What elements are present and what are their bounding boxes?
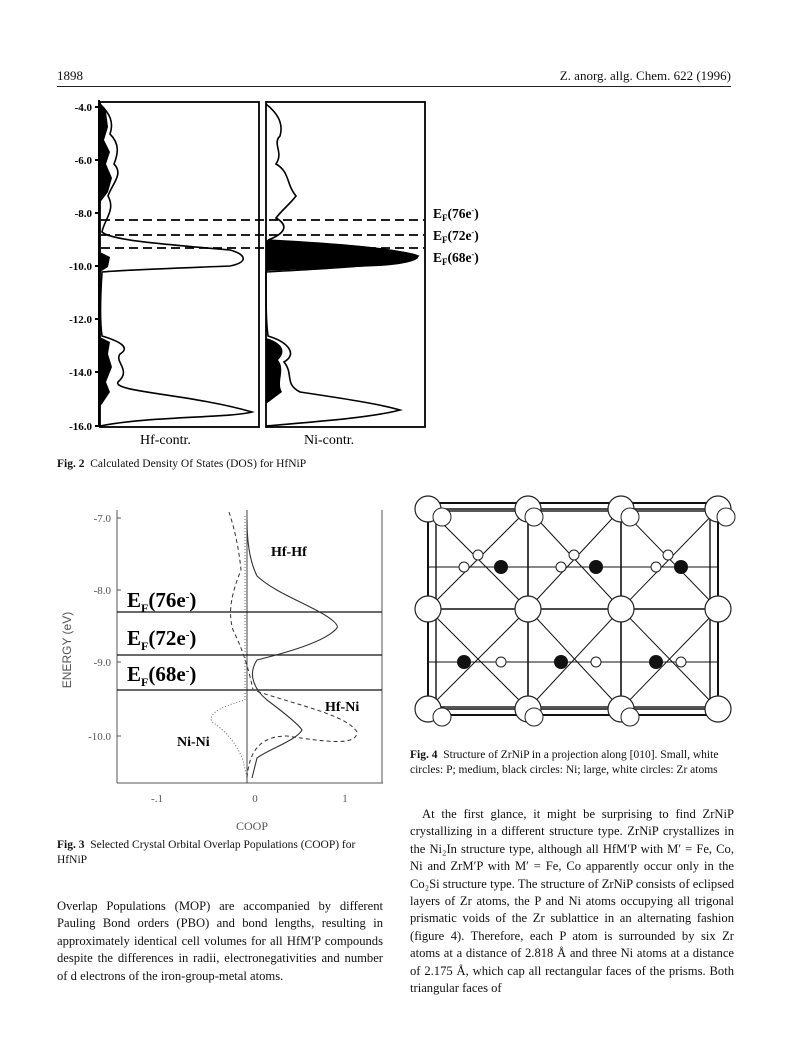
zr-atom — [621, 708, 639, 726]
fig3-xtick: -.1 — [151, 793, 163, 805]
zr-atom — [433, 708, 451, 726]
zr-atom — [705, 596, 731, 622]
ni-atom — [494, 560, 508, 574]
fig3-fermi-label-76e: $E_F(76e^-)$ — [127, 588, 197, 615]
fig2-ytick: -4.0 — [74, 102, 92, 114]
fig3-xtick: 1 — [342, 793, 348, 805]
p-atom — [473, 550, 483, 560]
fig3-caption: Fig. 3 Selected Crystal Orbital Overlap Populations (COOP) for HfNiP — [57, 839, 356, 866]
p-atom — [663, 550, 673, 560]
fig3-ytick: -8.0 — [93, 585, 111, 597]
ni-atom — [589, 560, 603, 574]
fig2-dos-plot — [40, 92, 510, 460]
fig4-caption: Fig. 4 Structure of ZrNiP in a projection along [010]. Small, white circles: P; medium, black circles: Ni; large, white circles: Zr atoms — [410, 749, 719, 776]
fermi-label-76e: $E_F(76e^-)$ — [433, 206, 479, 223]
fig2-ytick: -6.0 — [74, 155, 92, 167]
p-atom — [591, 657, 601, 667]
ni-atom — [554, 655, 568, 669]
journal-header: Z. anorg. allg. Chem. 622 (1996) — [559, 68, 731, 83]
p-atom — [676, 657, 686, 667]
body-text-right: At the first glance, it might be surprising to find ZrNiP crystallizing in a different structure type. ZrNiP crystallizes in the Ni₂In structure type, although all HfM′P with M′ = Fe, Co, Ni and ZrM′P with M′ = Fe, Co apparently occur only in the Co₂Si structure type. The structure of ZrNiP consists of eclipsed layers of Zr atoms, the P and Ni atoms occupying all trigonal prismatic voids of the Zr sublattice in an alternating fashion (figure 4). Therefore, each P atom is surrounded by six Zr atoms at a distance of 2.818 Å and three Ni atoms at a distance of 2.175 Å, which cap all rectangular faces of the prisms. Both triangular faces of — [410, 807, 734, 996]
label-hf-hf: Hf-Hf — [271, 545, 307, 560]
fig2-ytick: -10.0 — [69, 261, 92, 273]
zr-atom — [525, 508, 543, 526]
zr-atom — [415, 596, 441, 622]
zr-atom — [433, 508, 451, 526]
fig2-ytick: -12.0 — [69, 314, 92, 326]
zr-atom — [705, 696, 731, 722]
page-number: 1898 — [57, 68, 83, 83]
zr-atom — [525, 708, 543, 726]
p-atom — [556, 562, 566, 572]
fig3-coop-plot — [57, 500, 392, 835]
panel-label-hf: Hf-contr. — [140, 433, 191, 448]
p-atom — [496, 657, 506, 667]
fig2-ytick: -14.0 — [69, 367, 92, 379]
label-ni-ni: Ni-Ni — [177, 735, 210, 750]
hf-dos-curve — [100, 104, 252, 426]
ni-atom — [649, 655, 663, 669]
body-text-left: Overlap Populations (MOP) are accompanied by different Pauling Bond orders (PBO) and bond lengths, resulting in approximately identical cell volumes for all HfM′P compounds despite the differences in radii, electronegativities and number of d electrons of the iron-group-metal atoms. — [57, 899, 383, 983]
zr-atom — [608, 596, 634, 622]
fig3-xtick: 0 — [252, 793, 258, 805]
panel-label-ni: Ni-contr. — [304, 433, 355, 448]
fermi-label-72e: $E_F(72e^-)$ — [433, 228, 479, 245]
fig2-caption: Fig. 2 Calculated Density Of States (DOS) for HfNiP — [57, 458, 307, 470]
fig3-ytick: -10.0 — [88, 731, 111, 743]
fig3-fermi-label-68e: $E_F(68e^-)$ — [127, 662, 197, 689]
fig3-ytick: -7.0 — [93, 513, 111, 525]
fig3-fermi-label-72e: $E_F(72e^-)$ — [127, 626, 197, 653]
p-atom — [651, 562, 661, 572]
p-atom — [569, 550, 579, 560]
coop-ni-ni — [211, 516, 247, 778]
zr-atom — [717, 508, 735, 526]
fig3-xlabel: COOP — [235, 819, 269, 833]
ni-atom — [457, 655, 471, 669]
p-atom — [459, 562, 469, 572]
fermi-label-68e: $E_F(68e^-)$ — [433, 250, 479, 267]
fig3-ytick: -9.0 — [93, 657, 111, 669]
fig2-ytick: -8.0 — [74, 208, 92, 220]
fig4-structure — [406, 487, 736, 737]
fig3-ylabel: ENERGY (eV) — [60, 611, 74, 689]
zr-atom — [515, 596, 541, 622]
header-rule — [57, 86, 731, 87]
fig2-ytick: -16.0 — [69, 421, 92, 433]
label-hf-ni: Hf-Ni — [325, 700, 360, 715]
zr-atom — [621, 508, 639, 526]
ni-atom — [674, 560, 688, 574]
